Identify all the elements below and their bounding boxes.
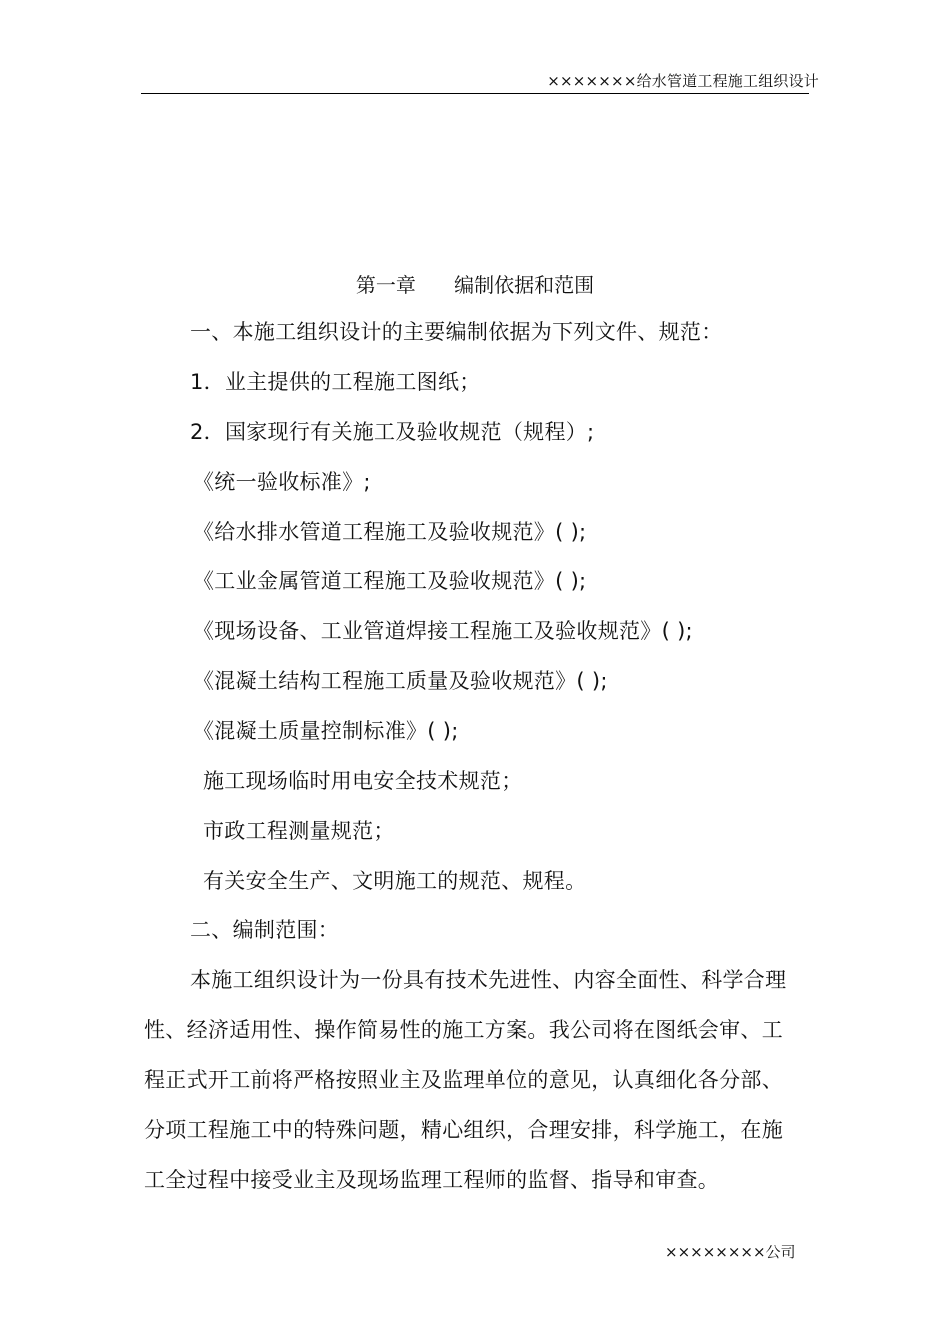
page-header-title: ×××××××给水管道工程施工组织设计 [547,72,819,90]
chapter-title [0,271,950,299]
standard-item: 《统一验收标准》; [193,470,371,494]
standard-item: 《给水排水管道工程施工及验收规范》( ); [193,520,587,544]
scope-paragraph-line: 分项工程施工中的特殊问题，精心组织，合理安排，科学施工，在施 [144,1118,783,1142]
standard-item: 《现场设备、工业管道焊接工程施工及验收规范》( ); [193,619,693,643]
standard-item: 《混凝土结构工程施工质量及验收规范》( ); [193,669,608,693]
section-heading-scope: 二、编制范围： [190,918,340,942]
scope-paragraph-line: 程正式开工前将严格按照业主及监理单位的意见，认真细化各分部、 [144,1068,783,1092]
other-spec-item: 有关安全生产、文明施工的规范、规程。 [203,869,587,893]
basis-item-2: 2．国家现行有关施工及验收规范（规程）; [190,420,595,444]
other-spec-item: 施工现场临时用电安全技术规范； [203,769,523,793]
scope-paragraph-line: 工全过程中接受业主及现场监理工程师的监督、指导和审查。 [144,1168,720,1192]
scope-paragraph-line: 本施工组织设计为一份具有技术先进性、内容全面性、科学合理 [190,968,787,992]
page-footer-company: ××××××××公司 [665,1243,796,1261]
basis-item-1: 1．业主提供的工程施工图纸； [190,370,481,394]
other-spec-item: 市政工程测量规范； [203,819,395,843]
scope-paragraph-line: 性、经济适用性、操作简易性的施工方案。我公司将在图纸会审、工 [144,1018,783,1042]
standard-item: 《工业金属管道工程施工及验收规范》( ); [193,569,587,593]
chapter-number: 第一章 [355,273,416,297]
chapter-name: 编制依据和范围 [454,273,595,297]
standard-item: 《混凝土质量控制标准》( ); [193,719,459,743]
header-divider [141,93,809,94]
section-heading-basis: 一、本施工组织设计的主要编制依据为下列文件、规范： [190,320,723,344]
